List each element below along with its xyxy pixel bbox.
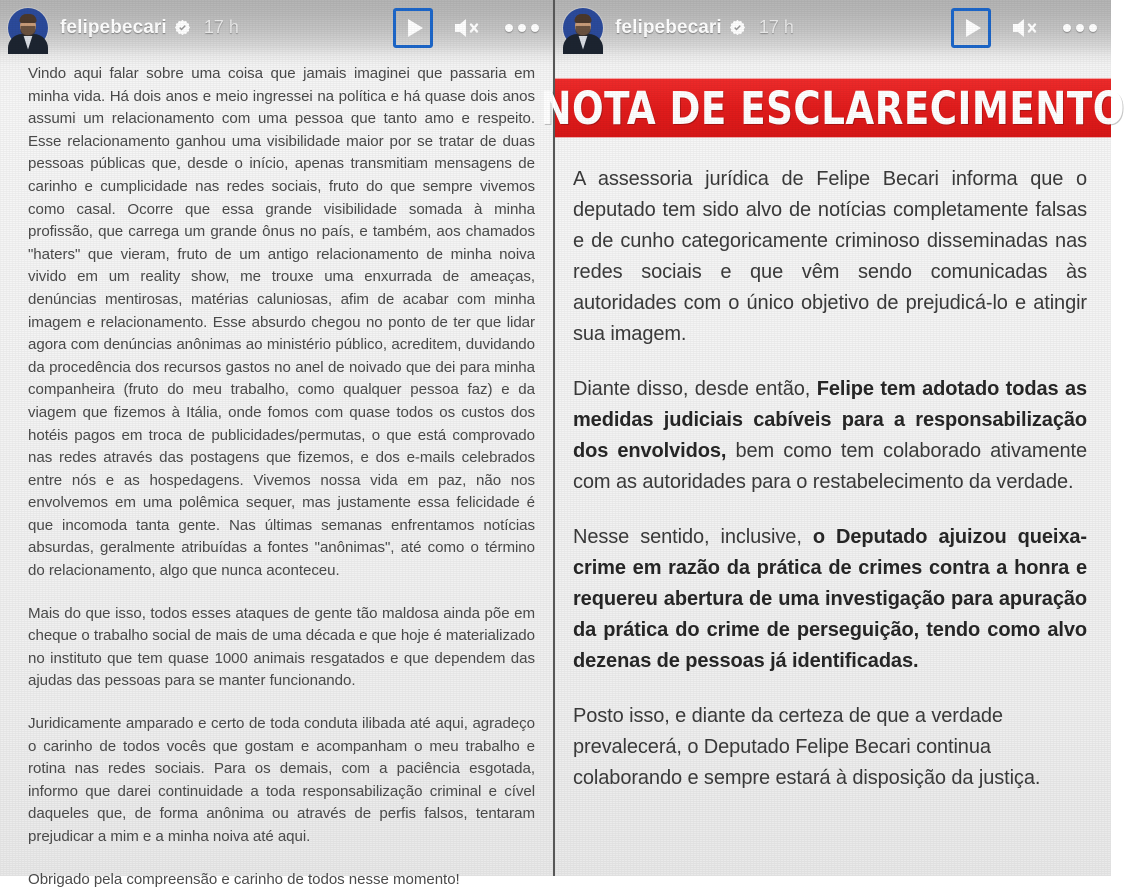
play-button[interactable]: [393, 8, 433, 48]
more-dot-1: [1063, 24, 1071, 32]
more-dot-3: [531, 24, 539, 32]
more-dot-2: [1076, 24, 1084, 32]
note-banner: [540, 78, 1125, 138]
avatar[interactable]: [8, 8, 48, 48]
story-header-left: [0, 0, 553, 55]
more-dot-1: [505, 24, 513, 32]
verified-badge-icon: [174, 19, 191, 36]
mute-button[interactable]: [1009, 13, 1041, 43]
play-icon: [408, 19, 423, 37]
username-label[interactable]: felipebecari: [615, 16, 722, 38]
mute-button[interactable]: [451, 13, 483, 43]
note-text-body: [555, 138, 1111, 794]
more-dot-2: [518, 24, 526, 32]
play-icon: [966, 19, 981, 37]
more-options-button[interactable]: [1063, 16, 1097, 40]
avatar-beard: [21, 26, 36, 36]
mute-icon: [1010, 15, 1040, 41]
note-paragraph: Nesse sentido, inclusive, o Deputado ajuizou queixa-crime em razão da prática de crimes contra a honra e requereu abertura de uma investigação para apuração da prática do crime de perseguição, tendo como alvo dezenas de pessoas já identificadas.: [573, 526, 1087, 672]
more-dot-3: [1089, 24, 1097, 32]
note-paragraph: Diante disso, desde então, Felipe tem adotado todas as medidas judiciais cabíveis para a responsabilização dos envolvidos, bem como tem colaborado ativamente com as autoridades para o restabelecimento da verdade.: [573, 378, 1087, 493]
story-panel-right: [540, 0, 1125, 876]
avatar[interactable]: [563, 8, 603, 48]
avatar-beard: [576, 26, 591, 36]
story-text-body: [0, 55, 553, 891]
story-paragraph: Obrigado pela compreensão e carinho de todos nesse momento!: [28, 870, 460, 888]
more-options-button[interactable]: [505, 16, 539, 40]
mute-icon: [452, 15, 482, 41]
story-paragraph: Mais do que isso, todos esses ataques de gente tão maldosa ainda põe em cheque o trabalho social de mais de uma década e que hoje é materializado no instituto que tem quase 1000 animais resgatados e que dependem das ajudas das pessoas para se manter funcionando.: [28, 604, 535, 690]
avatar-hair: [575, 14, 592, 23]
username-label[interactable]: felipebecari: [60, 16, 167, 38]
note-banner-title: NOTA DE ESCLARECIMENTO: [540, 81, 1125, 135]
story-header-right: [555, 0, 1111, 55]
play-button[interactable]: [951, 8, 991, 48]
timestamp-label: 17 h: [203, 17, 239, 37]
story-paragraph: Vindo aqui falar sobre uma coisa que jamais imaginei que passaria em minha vida. Há dois anos e meio ingressei na política e há quase dois anos assumi um relacionamento com uma pessoa que tanto amo e respeito. Esse relacionamento ganhou uma visibilidade maior por se tratar de duas pessoas públicas que, desde o início, apenas transmitiam mensagens de carinho e cumplicidade nas redes sociais, fruto do que sempre vivemos como casal. Ocorre que essa grande visibilidade somada à minha profissão, que carrega um grande ônus no país, e também, aos chamados "haters" que vieram, fruto de um antigo relacionamento de minha noiva vivido em um reality show, me trouxe uma enxurrada de ameaças, denúncias mentirosas, matérias caluniosas, afim de acabar com minha imagem e relacionamento. Esse absurdo chegou no ponto de ter que lidar agora com denúncias anônimas ao ministério público, acreditem, duvidando da procedência dos recursos gastos no anel de noivado que dei para minha companheira (fruto do meu trabalho, como qualquer pessoa faz) e da viagem que fizemos à Itália, onde fomos com quase todos os custos dos hotéis pagos em troca de publicidades/permutas, o que está comprovado nas redes através das postagens que fizemos, e dos e-mails celebrados entre nós e as hospedagens. Vivemos nossa vida em paz, não nos envolvemos em uma polêmica sequer, mas justamente essa felicidade é que incomoda tanta gente. Nas últimas semanas enfrentamos notícias absurdas, geralmente atribuídas a fontes "anônimas", até como o término do relacionamento, algo que nunca aconteceu.: [28, 65, 535, 580]
story-paragraph: Juridicamente amparado e certo de toda conduta ilibada até aqui, agradeço o carinho de todos vocês que gostam e acompanham o meu trabalho e rotina nas redes sociais. Para os demais, com a paciência esgotada, informo que darei continuidade a toda responsabilização criminal e cível daqueles que, de forma anônima ou através de perfis falsos, tentaram prejudicar a mim e a minha noiva até aqui.: [28, 715, 535, 845]
timestamp-label: 17 h: [758, 17, 794, 37]
story-panel-left: [0, 0, 555, 888]
note-paragraph: Posto isso, e diante da certeza de que a verdade prevalecerá, o Deputado Felipe Becari continua colaborando e sempre estará à disposição da justiça.: [573, 705, 1041, 789]
note-paragraph: A assessoria jurídica de Felipe Becari informa que o deputado tem sido alvo de notícias completamente falsas e de cunho categoricamente criminoso disseminadas nas redes sociais e que vêm sendo comunicadas às autoridades com o único objetivo de prejudicá-lo e atingir sua imagem.: [573, 168, 1087, 345]
verified-badge-icon: [729, 19, 746, 36]
avatar-hair: [20, 14, 37, 23]
